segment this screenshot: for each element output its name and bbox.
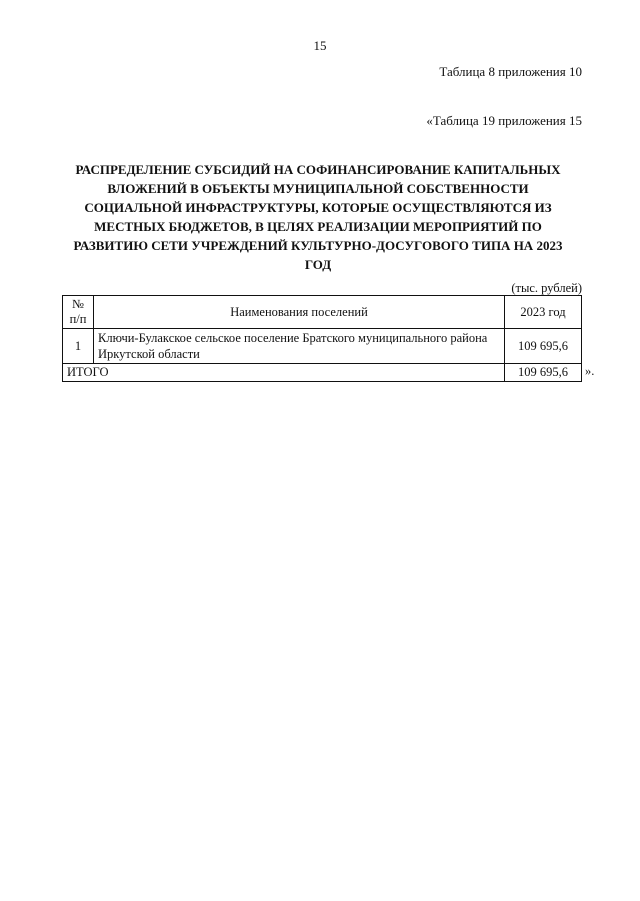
units-label: (тыс. рублей) [511, 281, 582, 295]
document-title: РАСПРЕДЕЛЕНИЕ СУБСИДИЙ НА СОФИНАНСИРОВАНИЕ КАПИТАЛЬНЫХ ВЛОЖЕНИЙ В ОБЪЕКТЫ МУНИЦИПАЛЬНОЙ СОБСТВЕННОСТИ СОЦИАЛЬНОЙ ИНФРАСТРУКТУРЫ, КОТОРЫЕ ОСУЩЕСТВЛЯЮТСЯ ИЗ МЕСТНЫХ БЮДЖЕТОВ, В ЦЕЛЯХ РЕАЛИЗАЦИИ МЕРОПРИЯТИЙ ПО РАЗВИТИЮ СЕТИ УЧРЕЖДЕНИЙ КУЛЬТУРНО-ДОСУГОВОГО ТИПА НА 2023 ГОД [73, 162, 563, 272]
header-year: 2023 год [505, 296, 582, 329]
page-number: 15 [313, 38, 327, 53]
attachment-reference: Таблица 8 приложения 10 [439, 64, 582, 79]
row-value: 109 695,6 [505, 329, 582, 364]
header-number-line1: № [72, 297, 84, 311]
total-value: 109 695,6 [505, 364, 582, 382]
table-row [63, 329, 582, 364]
header-settlement-name: Наименования поселений [94, 296, 505, 329]
table-reference: «Таблица 19 приложения 15 [426, 113, 582, 128]
closing-quote-mark: ». [585, 364, 595, 378]
table-total-row [63, 364, 582, 382]
row-number: 1 [63, 329, 94, 364]
total-label: ИТОГО [63, 364, 505, 382]
header-number [63, 296, 94, 329]
header-number-line2: п/п [69, 312, 87, 326]
row-settlement-name: Ключи-Булакское сельское поселение Братского муниципального района Иркутской области [94, 329, 505, 364]
table-header-row [63, 296, 582, 329]
subsidy-table [62, 295, 582, 382]
